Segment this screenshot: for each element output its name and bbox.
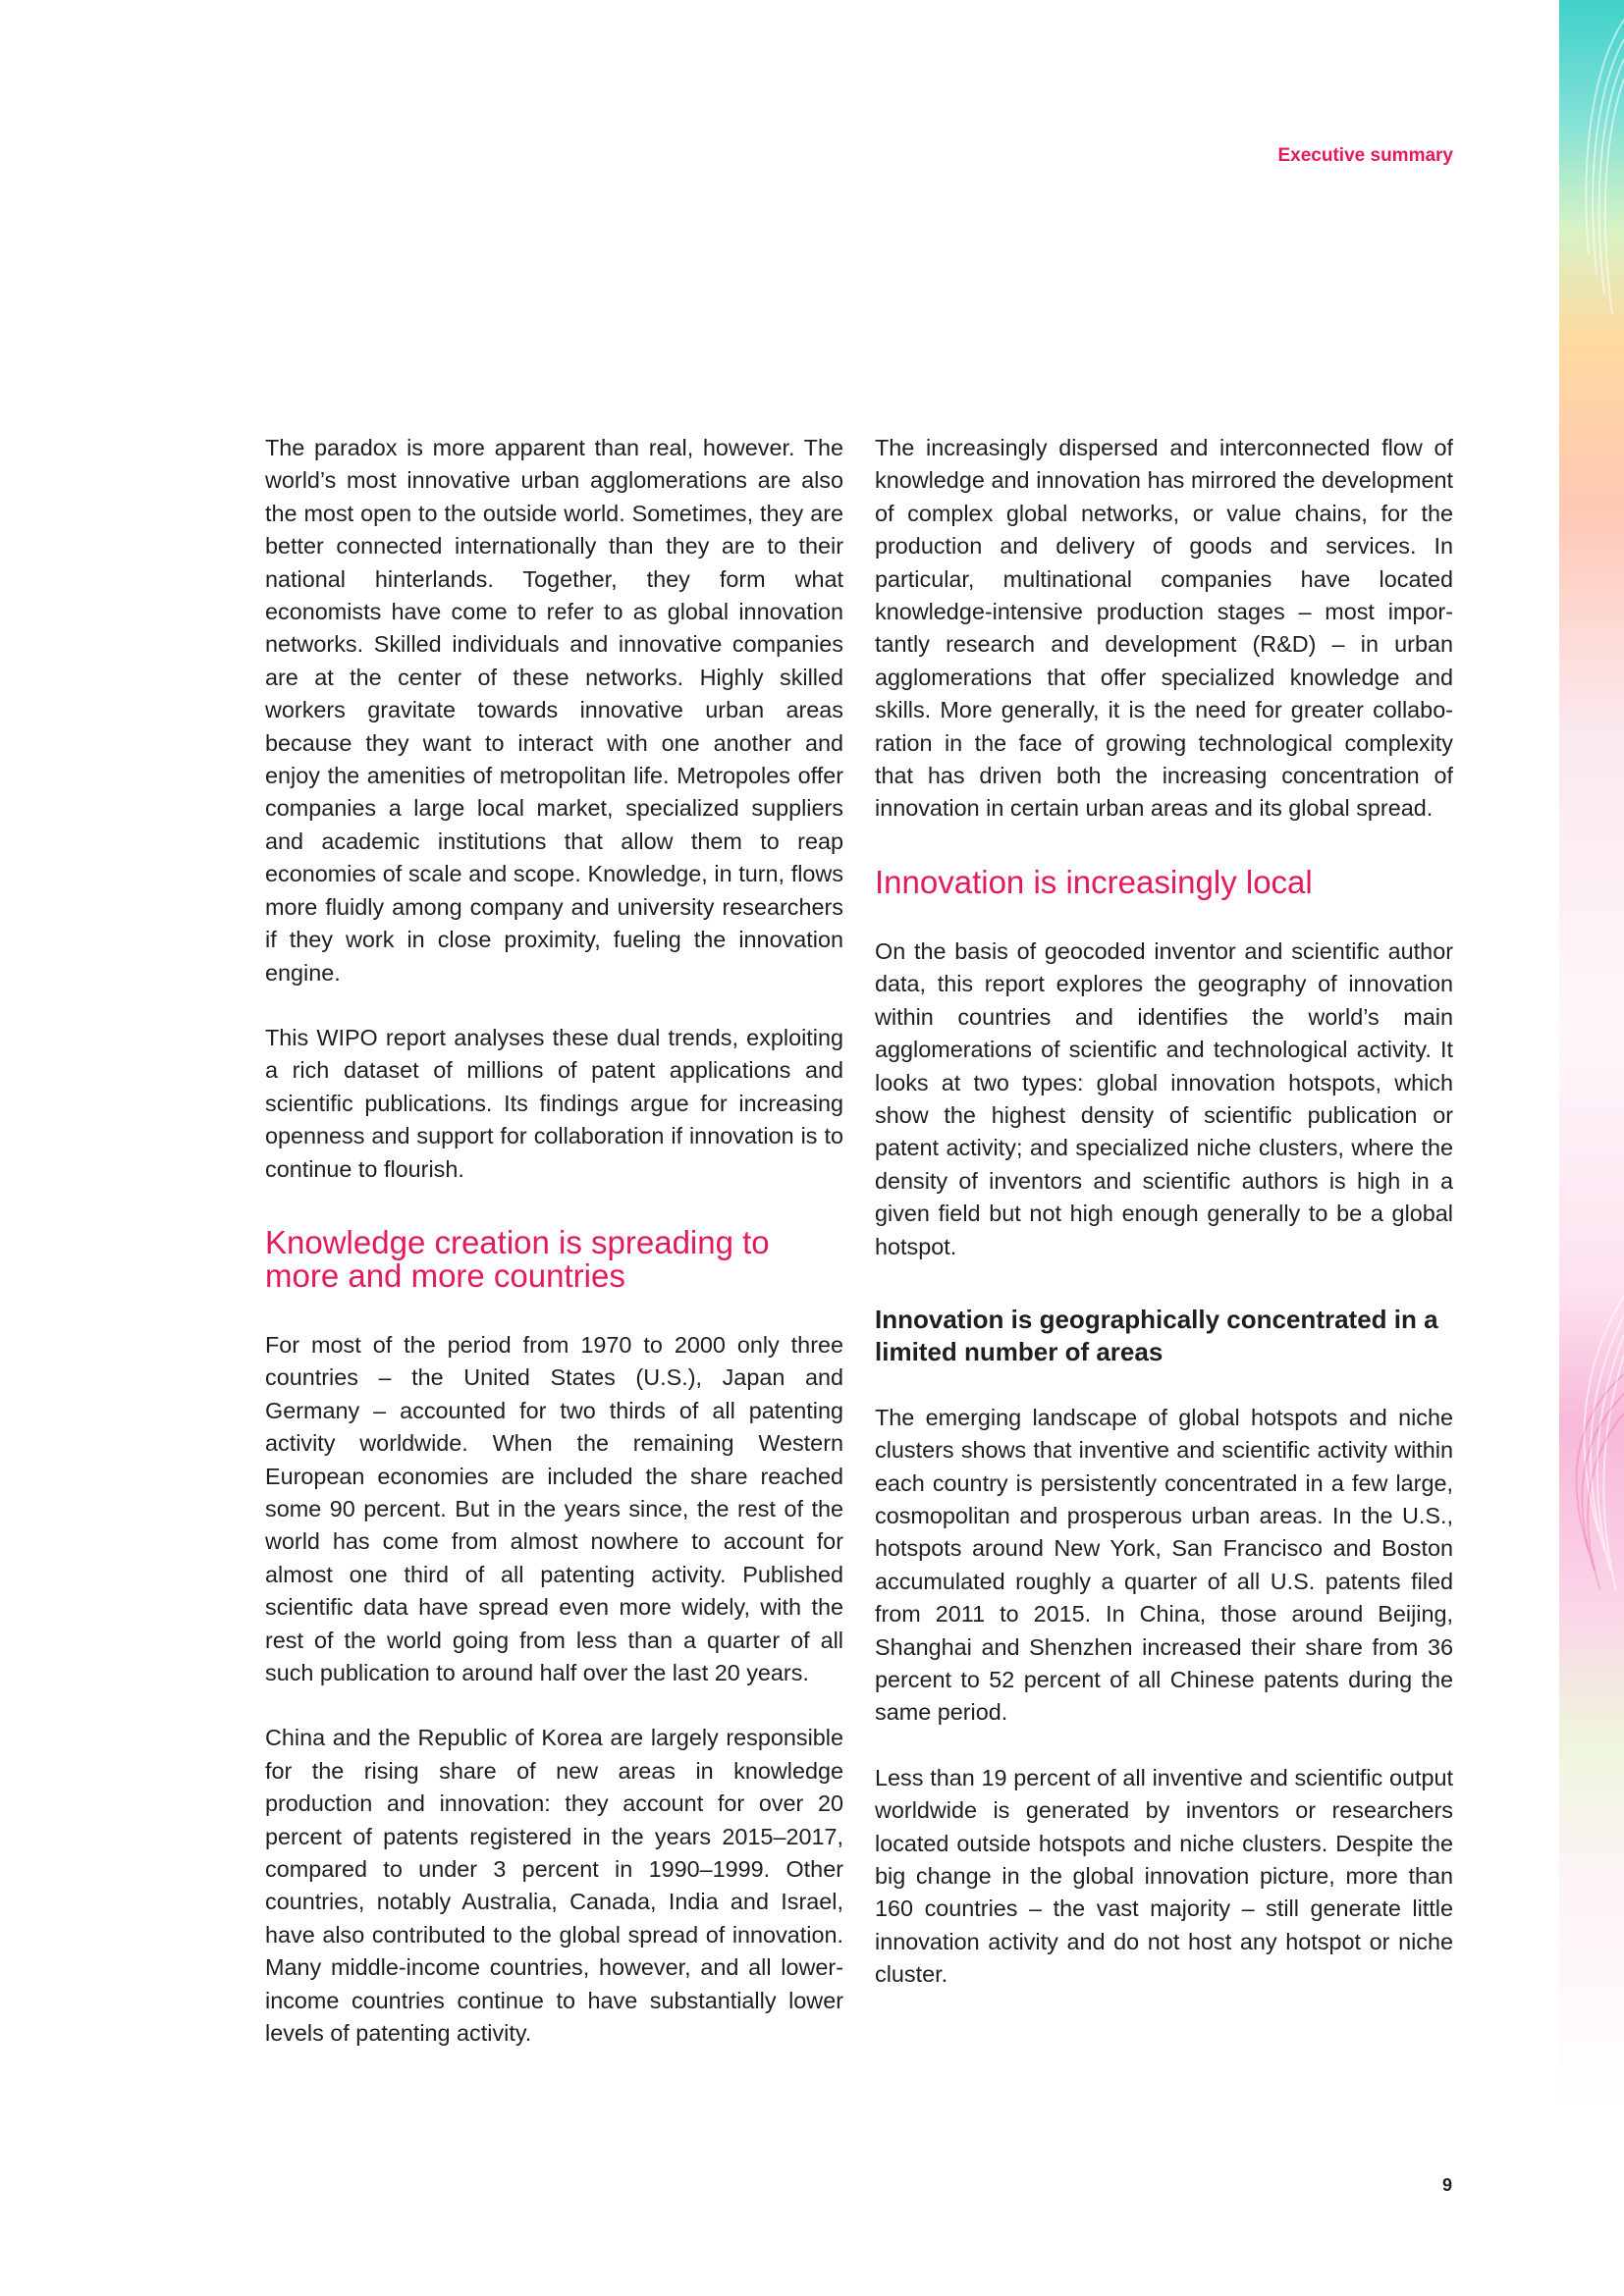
section-heading: Knowledge creation is spreading to more and more countries xyxy=(265,1223,770,1294)
body-paragraph: Less than 19 percent of all inventive and scientific output worldwide is generated by inventors or researchers located outside hotspots and niche clusters. Despite the big change in the global innovation picture, more than 160 countries – the vast majority – still generate little innovation activity and do not host any hotspot or niche cluster. xyxy=(875,1764,1453,1988)
subsection-heading: Innovation is geographically concentrated in a limited number of areas xyxy=(875,1304,1438,1367)
decorative-wave-band xyxy=(1559,0,1624,2296)
right-column xyxy=(875,432,1453,2024)
body-paragraph: China and the Republic of Korea are largely responsible for the rising share of new areas in knowledge production and innovation: they account for over 20 percent of patents registered in the years 2015–2017, compared to under 3 percent in 1990–1999. Other countries, notably Australia, Canada, India and Israel, have also contributed to the global spread of innovation. Many middle-income countries, however, and all lower-income countries continue to have substantially lower levels of patenting activity. xyxy=(265,1725,843,2047)
body-paragraph: This WIPO report analyses these dual trends, exploiting a rich dataset of millions of patent applications and scientific publications. Its findings argue for increasing openness and support for collaboration if innovation is to continue to flourish. xyxy=(265,1024,843,1182)
body-paragraph: On the basis of geocoded inventor and scientific author data, this report explores the geography of innovation within countries and identifies the world’s main agglomerations of scientific and technological activity. It looks at two types: global innovation hotspots, which show the highest density of scientific publication or patent activity; and specialized niche clusters, where the density of inventors and scientific authors is high in a given field but not high enough generally to be a global hotspot. xyxy=(875,937,1453,1259)
body-paragraph: The increasingly dispersed and interconnected flow of knowledge and innovation has mirrored the development of complex global networks, or value chains, for the production and delivery of goods and services. In particular, multinational companies have located knowledge-intensive production stages – most importantly research and development (R&D) – in urban agglomerations that offer specialized knowledge and skills. More generally, it is the need for greater collaboration in the face of growing technological complexity that has driven both the increasing concentration of innovation in certain urban areas and its global spread. xyxy=(875,435,1453,822)
running-head: Executive summary xyxy=(1277,145,1453,166)
left-column xyxy=(265,432,843,2082)
page-number: 9 xyxy=(1441,2175,1452,2195)
body-paragraph: The paradox is more apparent than real, however. The world’s most innovative urban agglomerations are also the most open to the outside world. Sometimes, they are better connected internationally than they are to their national hinterlands. Together, they form what economists have come to refer to as global innovation networks. Skilled individuals and innovative companies are at the center of these networks. Highly skilled workers gravitate towards innovative urban areas because they want to interact with one another and enjoy the amenities of metropolitan life. Metropoles offer companies a large local market, specialized suppliers and academic institutions that allow them to reap economies of scale and scope. Knowledge, in turn, flows more fluidly among company and university researchers if they work in close proximity, fueling the innovation engine. xyxy=(265,435,843,986)
body-paragraph: The emerging landscape of global hotspots and niche clusters shows that inventive and scientific activity within each country is persistently concentrated in a few large, cosmopolitan and prosperous urban areas. In the U.S., hotspots around New York, San Francisco and Boston accumulated roughly a quarter of all U.S. patents filed from 2011 to 2015. In China, those around Beijing, Shanghai and Shenzhen increased their share from 36 percent to 52 percent of all Chinese patents during the same period. xyxy=(875,1404,1453,1726)
body-paragraph: For most of the period from 1970 to 2000 only three countries – the United States (U.S.), Japan and Germany – accounted for two thirds of all patenting activity worldwide. When the remaining Western European economies are included the share reached some 90 percent. But in the years since, the rest of the world has come from almost nowhere to account for almost one third of all patenting activity. Published scientific data have spread even more widely, with the rest of the world going from less than a quarter of all such publication to around half over the last 20 years. xyxy=(265,1331,843,1685)
section-heading: Innovation is increasingly local xyxy=(875,863,1313,900)
